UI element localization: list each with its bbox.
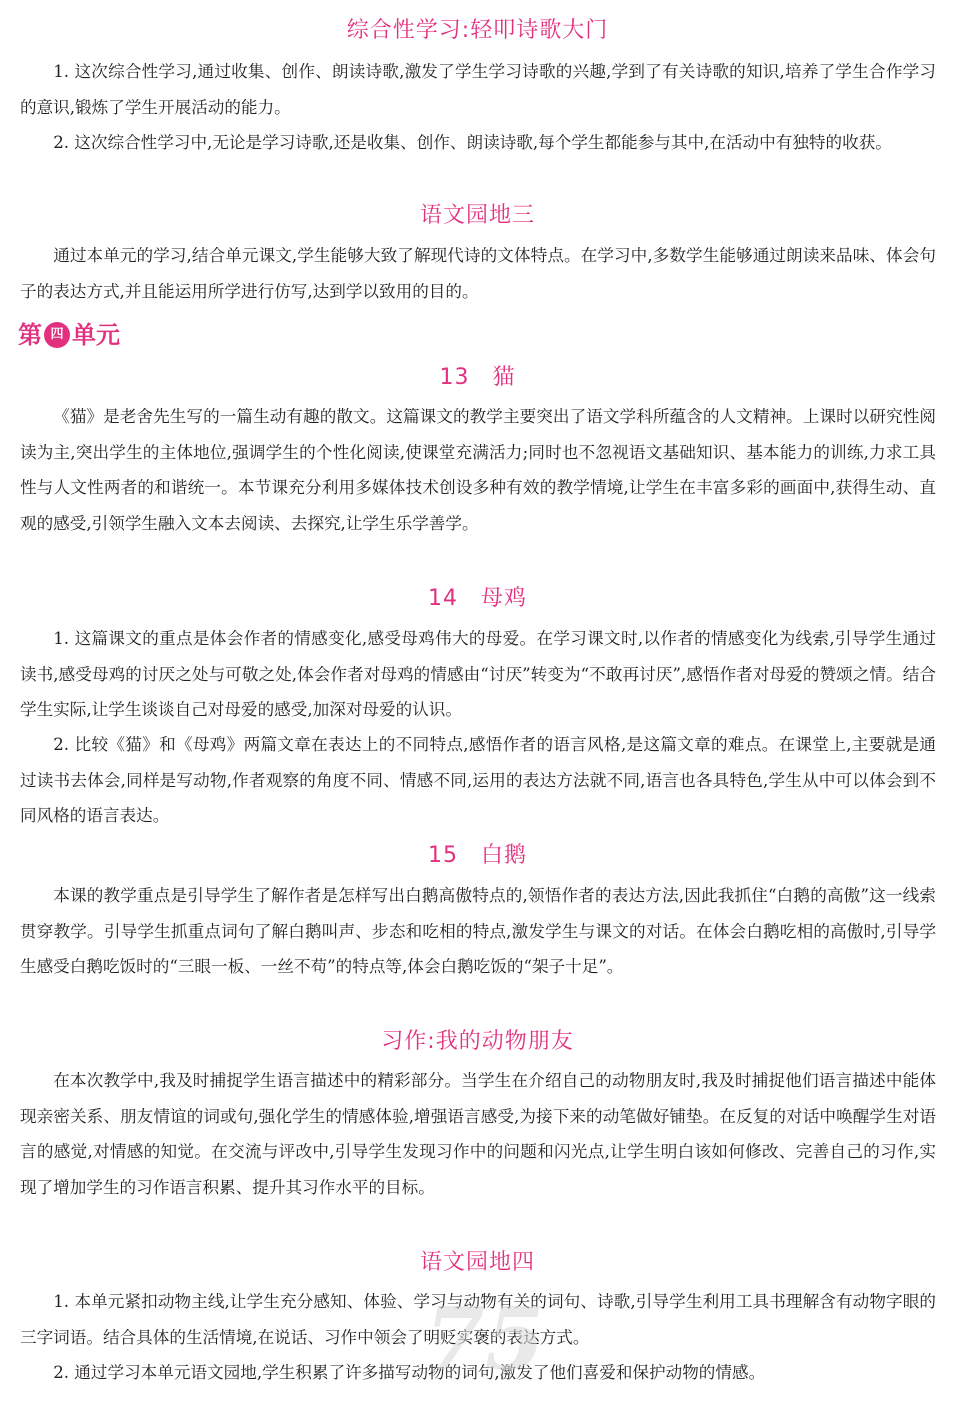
section-title-lesson14: 14 母鸡 xyxy=(428,586,527,611)
page-number-watermark: 75 xyxy=(425,1289,545,1390)
lesson13-paragraph-1: 《猫》是老舍先生写的一篇生动有趣的散文。这篇课文的教学主要突出了语文学科所蕴含的人文精神。上课时以研究性阅读为主,突出学生的主体地位,强调学生的个性化阅读,使课堂充满活力;同时也不忽视语文基础知识、基本能力的训练,力求工具性与人文性两者的和谐统一。本节课充分利用多媒体技术创设多种有效的教学情境,让学生在丰富多彩的画面中,获得生动、直观的感受,引领学生融入文本去阅读、去探究,让学生乐学善学。 xyxy=(20,407,936,533)
unit-number-badge: 四 xyxy=(44,322,70,348)
lesson14-paragraph-2: 2. 比较《猫》和《母鸡》两篇文章在表达上的不同特点,感悟作者的语言风格,是这篇文章的难点。在课堂上,主要就是通过读书去体会,同样是写动物,作者观察的角度不同、情感不同,运用的表达方法就不同,语言也各具特色,学生从中可以体会到不同风格的语言表达。 xyxy=(20,735,936,826)
lesson15-paragraph-1: 本课的教学重点是引导学生了解作者是怎样写出白鹅高傲特点的,领悟作者的表达方法,因此我抓住“白鹅的高傲”这一线索贯穿教学。引导学生抓重点词句了解白鹅叫声、步态和吃相的特点,激发学生与课文的对话。在体会白鹅吃相的高傲时,引导学生感受白鹅吃饭时的“三眼一板、一丝不苟”的特点等,体会白鹅吃饭的“架子十足”。 xyxy=(20,886,936,977)
unit-suffix: 单元 xyxy=(72,321,120,349)
section-title-xizuo: 习作:我的动物朋友 xyxy=(381,1029,574,1054)
zonghe-paragraph-1: 1. 这次综合性学习,通过收集、创作、朗读诗歌,激发了学生学习诗歌的兴趣,学到了有关诗歌的知识,培养了学生合作学习的意识,锻炼了学生开展活动的能力。 xyxy=(20,62,936,117)
unit-heading xyxy=(18,318,120,352)
xizuo-paragraph-1: 在本次教学中,我及时捕捉学生语言描述中的精彩部分。当学生在介绍自己的动物朋友时,我及时捕捉他们语言描述中能体现亲密关系、朋友情谊的词或句,强化学生的情感体验,增强语言感受,为接下来的动笔做好铺垫。在反复的对话中唤醒学生对语言的感觉,对情感的知觉。在交流与评改中,引导学生发现习作中的问题和闪光点,让学生明白该如何修改、完善自己的习作,实现了增加学生的习作语言积累、提升其习作水平的目标。 xyxy=(20,1071,936,1197)
yuandi4-paragraph-1: 1. 本单元紧扣动物主线,让学生充分感知、体验、学习与动物有关的词句、诗歌,引导学生利用工具书理解含有动物字眼的三字词语。结合具体的生活情境,在说话、习作中领会了明贬实褒的表达方式。 xyxy=(20,1292,936,1347)
unit-prefix: 第 xyxy=(18,321,42,349)
lesson14-paragraph-1: 1. 这篇课文的重点是体会作者的情感变化,感受母鸡伟大的母爱。在学习课文时,以作者的情感变化为线索,引导学生通过读书,感受母鸡的讨厌之处与可敬之处,体会作者对母鸡的情感由“讨厌”转变为“不敢再讨厌”,感悟作者对母爱的赞颂之情。结合学生实际,让学生谈谈自己对母爱的感受,加深对母爱的认识。 xyxy=(20,629,936,720)
yuandi3-paragraph-1: 通过本单元的学习,结合单元课文,学生能够大致了解现代诗的文体特点。在学习中,多数学生能够通过朗读来品味、体会句子的表达方式,并且能运用所学进行仿写,达到学以致用的目的。 xyxy=(20,246,936,301)
zonghe-paragraph-2: 2. 这次综合性学习中,无论是学习诗歌,还是收集、创作、朗读诗歌,每个学生都能参与其中,在活动中有独特的收获。 xyxy=(53,133,892,152)
yuandi4-paragraph-2: 2. 通过学习本单元语文园地,学生积累了许多描写动物的词句,激发了他们喜爱和保护动物的情感。 xyxy=(53,1363,766,1382)
section-title-yuandi3: 语文园地三 xyxy=(419,203,535,228)
section-title-lesson15: 15 白鹅 xyxy=(428,843,527,868)
section-title-lesson13: 13 猫 xyxy=(439,365,516,390)
section-title-zonghe: 综合性学习:轻叩诗歌大门 xyxy=(346,18,609,43)
section-title-yuandi4: 语文园地四 xyxy=(419,1250,535,1275)
